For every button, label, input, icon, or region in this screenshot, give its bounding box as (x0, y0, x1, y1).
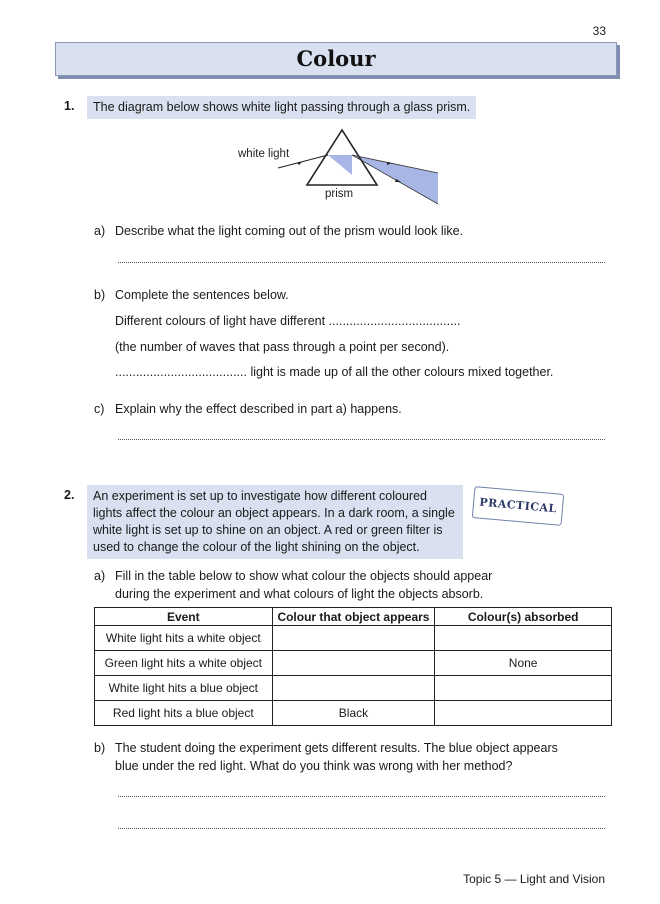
results-table (94, 607, 612, 726)
q1b-sentence-1[interactable]: Different colours of light have different ...................................... (115, 314, 461, 328)
appears-cell[interactable] (272, 651, 435, 676)
refracted-beam (328, 155, 352, 175)
appears-cell[interactable] (272, 626, 435, 651)
q1b-text: Complete the sentences below. (115, 288, 289, 302)
q2-intro (87, 485, 463, 559)
q1b-sentence-2[interactable]: ...................................... light is made up of all the other colours mixed together. (115, 365, 554, 379)
appears-cell[interactable] (272, 676, 435, 701)
footer-topic: Topic 5 — Light and Vision (463, 872, 605, 886)
title-banner (55, 42, 617, 76)
table-header: Colour(s) absorbed (435, 608, 612, 626)
absorbed-cell[interactable] (435, 676, 612, 701)
q2-intro-line: white light is set up to shine on an object. A red or green filter is (93, 523, 443, 537)
q2a-line: during the experiment and what colours of light the objects absorb. (115, 587, 484, 601)
q1-intro: The diagram below shows white light passing through a glass prism. (87, 96, 476, 119)
q2b-text (115, 739, 558, 775)
ray-arrowhead (297, 161, 303, 165)
page-number: 33 (592, 24, 606, 38)
absorbed-cell[interactable] (435, 701, 612, 726)
q1a-answer-line[interactable] (118, 262, 605, 263)
q2-intro-line: used to change the colour of the light shining on the object. (93, 540, 420, 554)
table-row (95, 701, 612, 726)
q1a-text: Describe what the light coming out of the prism would look like. (115, 224, 464, 238)
practical-badge: PRACTICAL (472, 486, 564, 526)
q2-intro-line: lights affect the colour an object appears. In a dark room, a single (93, 506, 455, 520)
absorbed-cell: None (435, 651, 612, 676)
q1c-answer-line[interactable] (118, 439, 605, 440)
absorbed-cell[interactable] (435, 626, 612, 651)
table-row (95, 651, 612, 676)
event-cell: Green light hits a white object (95, 651, 273, 676)
q1-number: 1. (64, 99, 75, 113)
q2-intro-line: An experiment is set up to investigate how different coloured (93, 489, 427, 503)
table-header-row (95, 608, 612, 626)
event-cell: White light hits a white object (95, 626, 273, 651)
q1c-text: Explain why the effect described in part a) happens. (115, 402, 402, 416)
table-row (95, 626, 612, 651)
q1b-label: b) (94, 288, 106, 302)
event-cell: White light hits a blue object (95, 676, 273, 701)
appears-cell: Black (272, 701, 435, 726)
event-cell: Red light hits a blue object (95, 701, 273, 726)
table-header: Event (95, 608, 273, 626)
table-row (95, 676, 612, 701)
white-light-label: white light (238, 148, 290, 160)
q1c-label: c) (94, 402, 105, 416)
q2a-label: a) (94, 569, 106, 583)
page-title: Colour (296, 46, 376, 71)
q2b-line: blue under the red light. What do you think was wrong with her method? (115, 759, 513, 773)
q2a-line: Fill in the table below to show what colour the objects should appear (115, 569, 493, 583)
q2a-text (115, 567, 492, 603)
q1b-sentence-1-cont: (the number of waves that pass through a point per second). (115, 340, 450, 354)
q2b-line: The student doing the experiment gets different results. The blue object appears (115, 741, 558, 755)
q2b-label: b) (94, 741, 106, 755)
prism-diagram (230, 125, 450, 205)
q1a-label: a) (94, 224, 106, 238)
q2-number: 2. (64, 488, 75, 502)
prism-label: prism (325, 188, 354, 200)
q2b-answer-line[interactable] (118, 796, 605, 797)
table-header: Colour that object appears (272, 608, 435, 626)
q2b-answer-line[interactable] (118, 828, 605, 829)
